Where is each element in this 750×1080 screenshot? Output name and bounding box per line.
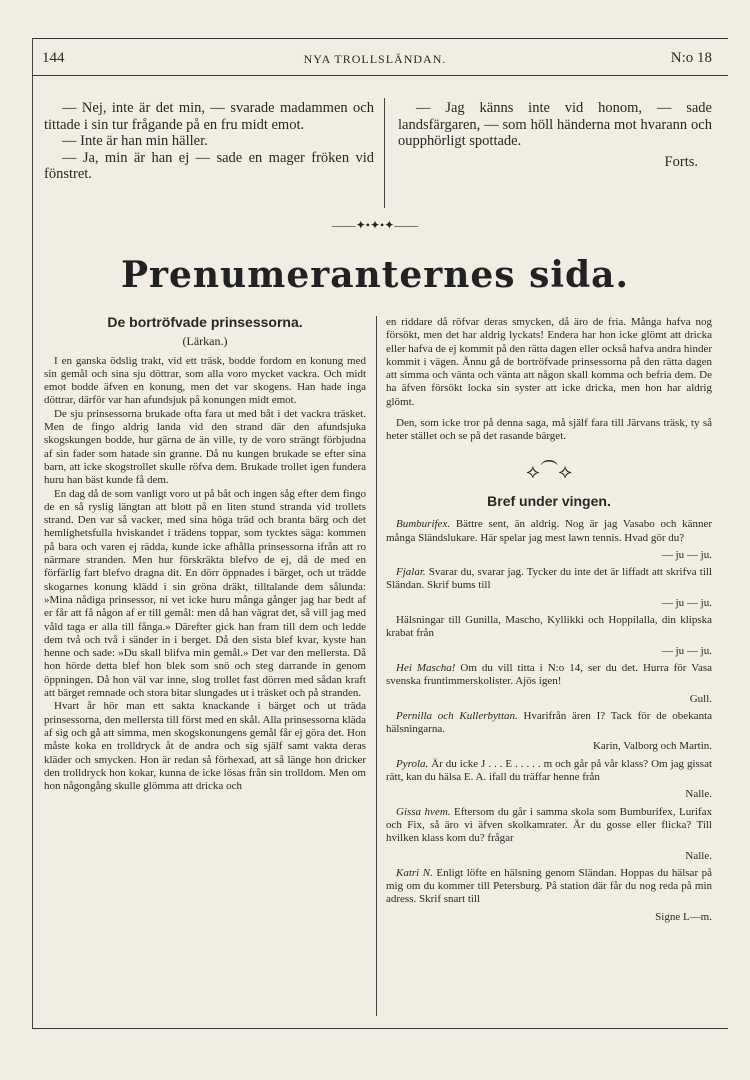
ornament-flourish: ⟡⁀⟡ — [526, 460, 572, 483]
letter-text: Hälsningar till Gunilla, Mascho, Kyllikki och Hoppilalla, din klipska krabat från — [386, 614, 712, 640]
letter-text: Är du icke J . . . E . . . . . m och går på vår klass? Om jag gissat rätt, kan du hälsa E. A. ifall du träffar henne från — [386, 757, 713, 784]
letter-signature: — ju — ju. — [661, 596, 712, 609]
letter-name: Katri N. — [396, 866, 433, 879]
journal-title: NYA TROLLSLÄNDAN. — [303, 52, 447, 66]
letter-signature: Signe L—m. — [655, 910, 712, 923]
letter-item — [386, 566, 712, 593]
letter-item — [386, 614, 712, 641]
page-number: 144 — [42, 50, 65, 66]
ornament-divider: ——✦•✦•✦—— — [331, 218, 419, 232]
letter-text: Svarar du, svarar jag. Tycker du inte det är liffadt att skrifva till Sländan. Skrif bums till — [386, 566, 713, 592]
letter-name: Pyrola. — [396, 757, 429, 770]
story-end-line: — Nej, inte är det min, — svarade madammen och tittade i sin tur frågande på en fru midt emot. — [44, 100, 374, 133]
story-paragraph: I en ganska ödslig trakt, vid ett träsk, bodde fordom en konung med sin gemål och sina sju döttrar, som alla voro mycket vackra. Och midt emot bodde äfven en konung, men det var skogens. Han hade inga döttrar, därför var han afundsjuk på konungen midt emot. — [44, 354, 366, 407]
story-author: (Lärkan.) — [182, 334, 228, 349]
letter-item — [386, 758, 712, 785]
letter-signature: Nalle. — [685, 849, 712, 862]
story-paragraph: Den, som icke tror på denna saga, må själf fara till Järvans träsk, ty så heter stället och se på det rasande bärget. — [386, 417, 712, 443]
letter-signature: — ju — ju. — [661, 548, 712, 561]
story-paragraph: De sju prinsessorna brukade ofta fara ut med båt i det vackra träsket. Men de fingo aldrig landa vid den strand där den afundsjuka skogskungen bodde, hur gärna de än ville, ty de voro strängt förbjudna af sin fader som hatade sin granne. Då nu kungen brukade se efter sina barn, att icke skogstrollet skulle röfva dem. Brukade trollet igen fundera huru han bäst kunde få dem. — [44, 407, 366, 487]
issue-number: N:o 18 — [670, 50, 712, 66]
letter-signature: Karin, Valborg och Martin. — [592, 740, 712, 753]
letter-text: Om du vill titta i N:o 14, ser du det. Hurra för Vasa svenska fruntimmerskolister. Ajös igen! — [386, 661, 712, 688]
story-title: De bortröfvade prinsessorna. — [107, 314, 303, 330]
letter-name: Gissa hvem. — [396, 805, 451, 818]
letter-name: Hei Mascha! — [396, 661, 456, 674]
story-end-line: — Jag känns inte vid honom, — sade landsfärgaren, — som höll händerna mot hvarann och oupphörligt spottade. — [398, 100, 712, 150]
letter-name: Fjalar. — [396, 566, 426, 579]
letter-name: Bumburifex. — [396, 518, 451, 531]
letter-signature: Gull. — [689, 692, 712, 705]
story-column — [44, 316, 366, 793]
right-column — [386, 316, 712, 924]
letter-signature: Nalle. — [685, 788, 712, 801]
letter-item — [386, 518, 712, 545]
story-end-left — [44, 100, 374, 183]
letter-item — [386, 662, 712, 689]
letter-text: Enligt löfte en hälsning genom Sländan. Hoppas du hälsar på mig om du kommer till Petersburg. På station där får du nog reda på min adress. Skrif snart till — [386, 866, 712, 906]
story-end-line: — Ja, min är han ej — sade en mager fröken vid fönstret. — [44, 149, 374, 183]
story-paragraph: En dag då de som vanligt voro ut på båt och ingen såg efter dem fingo de en så ryslig längtan att blott på en liten stund stranda vid trollets strand. Den var så vacker, med sina höga träd och branta bärg och det hemlighetsfulla hviskandet i trädens toppar, som tycktes säga: kommen på bara och varen ej rädda, kunde icke afhålla prinsessorna ifrån att ro närmare stranden. Men hur förskräkta blefvo de ej, då de med en förfärlig fart blefvo dragna dit. En dörr öppnades i bärget, och ut trädde skogarnes konung klädd i sin gröna dräkt, tilltalande dem sålunda: »Mina nådiga prinsessor, ni vet icke huru många gånger jag har bedt af er får att få någon af er till gemål: men då han vägrat det, så vill jag med våld taga er alla till fånga.» Därefter gick han fram till dem och ledde dem två och två i sänder in i berget. Då den sista blef kvar, kyste han henne och sade: »Du skall blifva min gemål.» Det var den mellersta. Då hon hörde detta blef hon blek som snö och steg darrande in genom öppningen. Då hon väl var inne, slog trollet fast dörren med sådan kraft att bärget remnade och stora bitar slungades ut i träsket och på stranden. — [44, 487, 366, 700]
continued-note: Forts. — [664, 153, 698, 170]
letter-text: Bättre sent, än aldrig. Nog är jag Vasabo och känner många Sländslukare. Här spelar jag mest lawn tennis. Hvad gör du? — [386, 518, 712, 544]
letter-name: Pernilla och Kullerbyttan. — [396, 709, 518, 722]
letter-text: Hvarifrån ären I? Tack för de obekanta hälsningarna. — [386, 709, 713, 736]
section-title: Prenumeranternes sida. — [120, 254, 630, 296]
story-paragraph: en riddare då röfvar deras smycken, då äro de fria. Många hafva nog försökt, men det har aldrig lyckats! Endera har hon icke glömt att dricka eller hafva de ej kommit på den rätta dagen eller också hafva andra hinder kommit i vägen. Ännu gå de bortröfvade prinsessorna på den rätta dagen att simma och vänta och vänta att någon skall komma och befria dem. De ha äfven försökt locka sin syster att icke dricka, men hon har aldrig glömt. — [386, 316, 712, 408]
letter-item — [386, 806, 712, 846]
story-end-line: — Inte är han min häller. — [62, 133, 208, 150]
letter-text: Eftersom du går i samma skola som Bumburifex, Lurifax och Fix, så äro vi äfven skolkamrater. Är du gosse eller flicka? Till hvilken klass kom du? frågar — [386, 805, 712, 845]
letters-title: Bref under vingen. — [487, 492, 611, 509]
story-end-right — [398, 100, 712, 170]
letter-item — [386, 710, 712, 737]
letter-item — [386, 867, 712, 907]
story-paragraph: Hvart år hör man ett sakta knackande i bärget och ut träda prinsessorna, den mellersta till först med en skål. Alla prinsessorna kläda af sig och gå att simma, men skogskonungens gemål får ej göra det. Hon måste koka en trolldryck åt de andra och sig själf samt vakta deras kläder och smycken. Hon är redan så förhexad, att så länge hon dricker den trolldryck hon kokar, kunna de icke lösas från sin trolldom. Men om hon någongång skulle glömma att dricka och — [44, 700, 366, 793]
letter-signature: — ju — ju. — [661, 644, 712, 657]
